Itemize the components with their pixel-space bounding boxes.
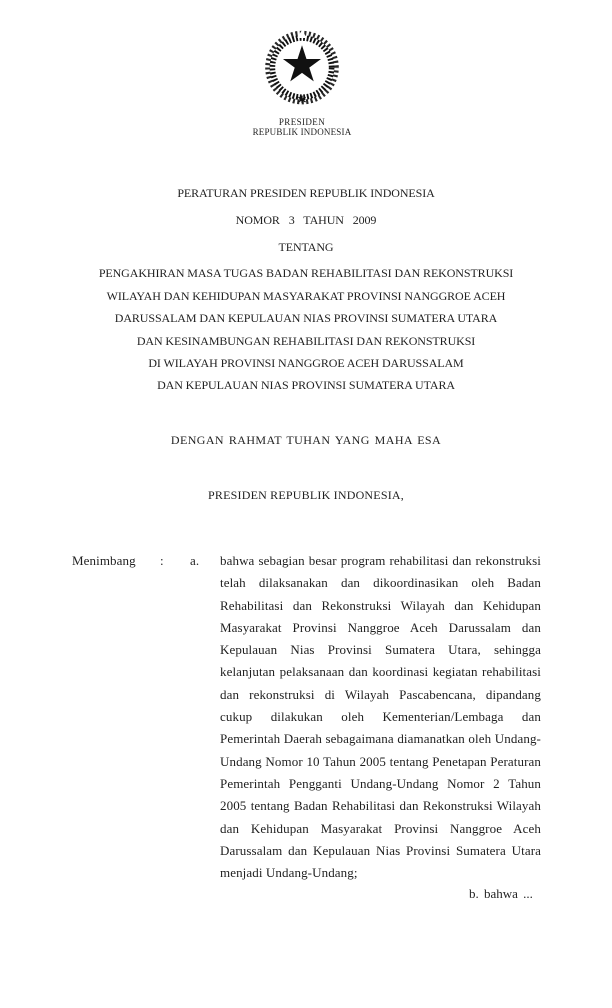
considering-separator: : xyxy=(160,553,164,568)
considering-label: Menimbang xyxy=(72,553,136,568)
considering-section xyxy=(72,550,541,884)
regulation-subject-line: DI WILAYAH PROVINSI NANGGROE ACEH DARUSSALAM xyxy=(148,356,464,370)
letterhead xyxy=(0,30,604,137)
next-page-catchword: b. bahwa ... xyxy=(469,886,533,901)
letterhead-presiden-label: PRESIDEN xyxy=(278,117,326,127)
regulation-doc-type: PERATURAN PRESIDEN REPUBLIK INDONESIA xyxy=(177,186,435,200)
letterhead-republik-indonesia-label: REPUBLIK INDONESIA xyxy=(252,127,352,137)
regulation-subject-line: WILAYAH DAN KEHIDUPAN MASYARAKAT PROVINSI NANGGROE ACEH xyxy=(106,289,506,303)
star-wreath-emblem-icon xyxy=(262,30,342,114)
regulation-subject-line: DAN KESINAMBUNGAN REHABILITASI DAN REKONSTRUKSI xyxy=(136,334,476,348)
regulation-subject-line: DAN KEPULAUAN NIAS PROVINSI SUMATERA UTARA xyxy=(157,378,455,392)
considering-item-marker: a. xyxy=(190,553,200,568)
regulation-subject-line: DARUSSALAM DAN KEPULAUAN NIAS PROVINSI SUMATERA UTARA xyxy=(114,311,498,325)
tentang-label: TENTANG xyxy=(278,240,334,254)
authority-line: PRESIDEN REPUBLIK INDONESIA, xyxy=(208,488,404,502)
considering-item-text: bahwa sebagian besar program rehabilitasi dan rekonstruksi telah dilaksanakan dan dikoordinasikan oleh Badan Rehabilitasi dan Rekonstruksi Wilayah dan Kehidupan Masyarakat Provinsi Nanggroe Aceh Darussalam dan Kepulauan Nias Provinsi Sumatera Utara, sehingga kelanjutan pelaksanaan dan koordinasi kegiatan rehabilitasi dan rekonstruksi di Wilayah Pascabencana, dipandang cukup dilakukan oleh Kementerian/Lembaga dan Pemerintah Daerah sebagaimana diamanatkan oleh Undang-Undang Nomor 10 Tahun 2005 tentang Penetapan Peraturan Pemerintah Pengganti Undang-Undang Nomor 2 Tahun 2005 tentang Badan Rehabilitasi dan Rekonstruksi Wilayah dan Kehidupan Masyarakat Provinsi Nanggroe Aceh Darussalam dan Kepulauan Nias Provinsi Sumatera Utara menjadi Undang-Undang; xyxy=(220,553,541,881)
invocation-line: DENGAN RAHMAT TUHAN YANG MAHA ESA xyxy=(170,433,442,447)
regulation-number: NOMOR 3 TAHUN 2009 xyxy=(235,213,377,227)
regulation-subject-line: PENGAKHIRAN MASA TUGAS BADAN REHABILITASI DAN REKONSTRUKSI xyxy=(98,266,514,280)
